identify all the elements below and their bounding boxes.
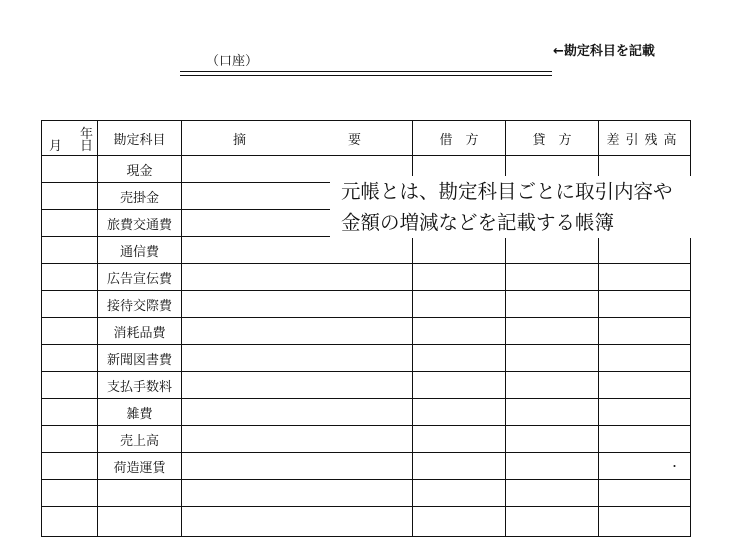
description-cell (182, 318, 413, 345)
account-cell: 支払手数料 (98, 372, 182, 399)
description-cell (182, 480, 413, 507)
credit-cell (506, 399, 599, 426)
debit-cell (413, 345, 506, 372)
date-cell (42, 345, 98, 372)
ledger-row (42, 345, 691, 372)
account-name-line (180, 54, 552, 74)
balance-cell (599, 453, 691, 480)
description-header-right: 要 (347, 132, 361, 148)
balance-mark: ・ (669, 460, 680, 473)
account-label: （口座） (206, 54, 259, 69)
account-cell: 雑費 (98, 399, 182, 426)
date-header (42, 121, 98, 156)
ledger-row (42, 480, 691, 507)
account-cell: 広告宣伝費 (98, 264, 182, 291)
balance-cell (599, 372, 691, 399)
account-cell: 売上高 (98, 426, 182, 453)
account-cell: 新聞図書費 (98, 345, 182, 372)
date-cell (42, 453, 98, 480)
day-label: 日 (79, 138, 93, 154)
ledger-row (42, 426, 691, 453)
credit-cell (506, 426, 599, 453)
date-cell (42, 480, 98, 507)
credit-cell (506, 345, 599, 372)
debit-cell (413, 426, 506, 453)
account-header: 勘定科目 (98, 121, 182, 156)
description-cell (182, 426, 413, 453)
account-cell: 荷造運賃 (98, 453, 182, 480)
description-cell (182, 345, 413, 372)
underline-rule-double (180, 75, 552, 76)
date-cell (42, 507, 98, 537)
balance-cell (599, 237, 691, 264)
debit-cell (413, 399, 506, 426)
date-cell (42, 399, 98, 426)
debit-cell (413, 318, 506, 345)
date-cell (42, 183, 98, 210)
credit-cell (506, 291, 599, 318)
debit-cell (413, 453, 506, 480)
debit-cell (413, 264, 506, 291)
description-cell (182, 453, 413, 480)
credit-cell (506, 372, 599, 399)
debit-cell (413, 291, 506, 318)
balance-header: 差引残高 (599, 121, 691, 156)
balance-cell (599, 426, 691, 453)
description-cell (182, 399, 413, 426)
ledger-row (42, 453, 691, 480)
debit-cell (413, 507, 506, 537)
record-account-note: ←勘定科目を記載 (553, 44, 655, 59)
date-cell (42, 264, 98, 291)
date-cell (42, 237, 98, 264)
date-cell (42, 372, 98, 399)
description-cell (182, 264, 413, 291)
balance-cell (599, 345, 691, 372)
credit-cell (506, 453, 599, 480)
debit-cell (413, 237, 506, 264)
description-header (182, 121, 413, 156)
date-cell (42, 291, 98, 318)
credit-cell (506, 237, 599, 264)
debit-header: 借 方 (413, 121, 506, 156)
balance-cell (599, 318, 691, 345)
description-cell (182, 237, 413, 264)
ledger-row (42, 399, 691, 426)
description-cell (182, 507, 413, 537)
ledger-row (42, 291, 691, 318)
ledger-row (42, 237, 691, 264)
account-cell: 通信費 (98, 237, 182, 264)
year-label: 年 (79, 126, 93, 142)
description-cell (182, 372, 413, 399)
ledger-header-row (42, 121, 691, 156)
account-cell (98, 480, 182, 507)
month-label: 月 (49, 138, 63, 154)
account-cell (98, 507, 182, 537)
date-cell (42, 426, 98, 453)
credit-cell (506, 480, 599, 507)
account-cell: 旅費交通費 (98, 210, 182, 237)
account-cell: 現金 (98, 156, 182, 183)
callout-line-2: 金額の増減などを記載する帳簿 (341, 211, 615, 234)
description-header-left: 摘 (232, 132, 246, 148)
date-cell (42, 210, 98, 237)
underline-rule (180, 71, 552, 72)
balance-cell (599, 480, 691, 507)
ledger-explanation-callout (330, 176, 692, 238)
callout-line-1: 元帳とは、勘定科目ごとに取引内容や (341, 180, 673, 203)
ledger-row (42, 507, 691, 537)
balance-cell (599, 264, 691, 291)
debit-cell (413, 480, 506, 507)
ledger-row (42, 318, 691, 345)
debit-cell (413, 372, 506, 399)
credit-cell (506, 318, 599, 345)
date-cell (42, 156, 98, 183)
credit-cell (506, 507, 599, 537)
balance-cell (599, 507, 691, 537)
date-cell (42, 318, 98, 345)
account-cell: 消耗品費 (98, 318, 182, 345)
account-cell: 売掛金 (98, 183, 182, 210)
balance-cell (599, 291, 691, 318)
account-cell: 接待交際費 (98, 291, 182, 318)
ledger-row (42, 372, 691, 399)
description-cell (182, 291, 413, 318)
credit-cell (506, 264, 599, 291)
ledger-row (42, 264, 691, 291)
credit-header: 貸 方 (506, 121, 599, 156)
balance-cell (599, 399, 691, 426)
